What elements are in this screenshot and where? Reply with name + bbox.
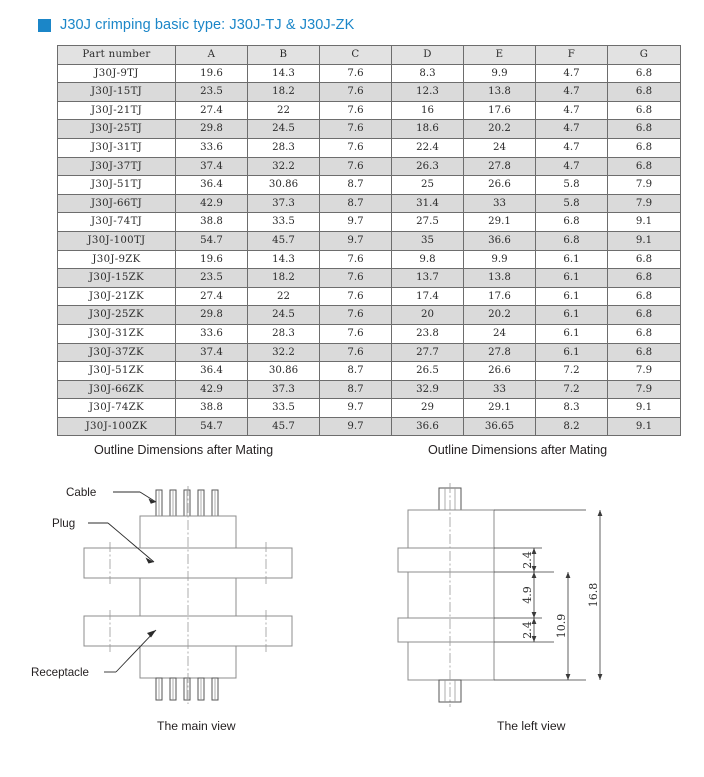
cell-b: 18.2 [248,269,320,288]
table-row [58,380,681,399]
cell-f: 8.2 [536,417,608,436]
cell-g: 6.8 [608,101,681,120]
cell-e: 29.1 [464,213,536,232]
table-row [58,399,681,418]
cell-c: 7.6 [320,324,392,343]
cable-leader [113,492,156,504]
cell-part-number: J30J-25TJ [58,120,176,139]
cell-d: 35 [392,231,464,250]
cell-f: 6.1 [536,250,608,269]
table-row [58,362,681,381]
cell-a: 27.4 [176,287,248,306]
cell-part-number: J30J-74TJ [58,213,176,232]
cell-g: 7.9 [608,380,681,399]
cell-f: 6.1 [536,287,608,306]
cell-b: 45.7 [248,417,320,436]
cell-a: 37.4 [176,343,248,362]
cell-a: 19.6 [176,250,248,269]
cell-a: 29.8 [176,306,248,325]
cell-part-number: J30J-31TJ [58,138,176,157]
table-row [58,417,681,436]
cell-g: 6.8 [608,250,681,269]
cell-d: 12.3 [392,83,464,102]
cell-c: 7.6 [320,287,392,306]
cell-part-number: J30J-37TJ [58,157,176,176]
cell-c: 9.7 [320,417,392,436]
cell-e: 20.2 [464,306,536,325]
cable-label: Cable [66,486,97,499]
cell-g: 6.8 [608,306,681,325]
table-header-cell-e: E [464,46,536,65]
cell-a: 33.6 [176,324,248,343]
cell-g: 7.9 [608,176,681,195]
table-row [58,213,681,232]
cell-part-number: J30J-15TJ [58,83,176,102]
cell-d: 18.6 [392,120,464,139]
cell-e: 24 [464,138,536,157]
table-row [58,138,681,157]
left-view-drawing [386,478,686,708]
table-row [58,343,681,362]
cell-g: 6.8 [608,120,681,139]
cell-e: 33 [464,380,536,399]
cell-g: 6.8 [608,83,681,102]
table-row [58,231,681,250]
cell-c: 7.6 [320,157,392,176]
cell-a: 36.4 [176,362,248,381]
cell-part-number: J30J-37ZK [58,343,176,362]
cell-c: 7.6 [320,138,392,157]
cell-e: 17.6 [464,287,536,306]
receptacle-label: Receptacle [31,666,90,679]
main-view-caption: The main view [157,719,236,733]
cell-d: 22.4 [392,138,464,157]
cell-e: 36.65 [464,417,536,436]
cell-g: 7.9 [608,362,681,381]
cell-f: 7.2 [536,362,608,381]
table-header-cell-part-number: Part number [58,46,176,65]
main-view-figure-title: Outline Dimensions after Mating [94,443,274,457]
cell-d: 13.7 [392,269,464,288]
cell-g: 6.8 [608,324,681,343]
table-row [58,101,681,120]
table-header-cell-c: C [320,46,392,65]
cell-a: 19.6 [176,64,248,83]
table-body [58,64,681,436]
table-row [58,83,681,102]
cell-a: 37.4 [176,157,248,176]
dim-overall-value: 16.8 [587,582,600,608]
main-view-drawing [30,478,330,708]
mating-body-side [408,572,494,618]
table-row [58,176,681,195]
cell-f: 4.7 [536,64,608,83]
cell-f: 4.7 [536,138,608,157]
cell-a: 27.4 [176,101,248,120]
table-row [58,157,681,176]
cell-part-number: J30J-9TJ [58,64,176,83]
cell-b: 30.86 [248,176,320,195]
cell-e: 9.9 [464,250,536,269]
cell-part-number: J30J-31ZK [58,324,176,343]
cell-d: 29 [392,399,464,418]
table-row [58,250,681,269]
cell-f: 4.7 [536,120,608,139]
dim-bottom-flange-value: 2.4 [521,621,534,639]
cell-f: 6.1 [536,306,608,325]
cell-a: 54.7 [176,231,248,250]
cell-f: 6.1 [536,343,608,362]
cell-c: 7.6 [320,343,392,362]
cell-e: 17.6 [464,101,536,120]
cell-e: 13.8 [464,269,536,288]
cell-b: 18.2 [248,83,320,102]
cell-e: 9.9 [464,64,536,83]
cell-e: 20.2 [464,120,536,139]
table-header-cell-a: A [176,46,248,65]
cell-d: 36.6 [392,417,464,436]
cell-c: 8.7 [320,380,392,399]
cell-part-number: J30J-15ZK [58,269,176,288]
cell-f: 6.8 [536,231,608,250]
cell-part-number: J30J-21TJ [58,101,176,120]
cell-c: 7.6 [320,64,392,83]
cell-c: 8.7 [320,362,392,381]
cell-g: 9.1 [608,231,681,250]
cell-f: 8.3 [536,399,608,418]
cell-part-number: J30J-25ZK [58,306,176,325]
cell-g: 9.1 [608,213,681,232]
cell-b: 28.3 [248,138,320,157]
plug-body-side [408,510,494,548]
cell-a: 23.5 [176,83,248,102]
cell-part-number: J30J-66TJ [58,194,176,213]
table-row [58,287,681,306]
cell-a: 36.4 [176,176,248,195]
table-row [58,120,681,139]
table-header-cell-b: B [248,46,320,65]
extension-lines [494,510,586,680]
cell-d: 23.8 [392,324,464,343]
cell-a: 29.8 [176,120,248,139]
cell-g: 9.1 [608,417,681,436]
plug-label: Plug [52,517,76,530]
cell-g: 9.1 [608,399,681,418]
plug-flange-side [398,548,494,572]
cell-f: 6.1 [536,269,608,288]
cell-f: 6.1 [536,324,608,343]
cell-b: 28.3 [248,324,320,343]
section-heading [38,17,354,33]
dim-inner-total-value: 10.9 [555,613,568,639]
table-row [58,306,681,325]
cell-g: 6.8 [608,138,681,157]
cell-b: 30.86 [248,362,320,381]
cell-a: 38.8 [176,399,248,418]
cell-g: 6.8 [608,343,681,362]
cell-b: 14.3 [248,64,320,83]
receptacle-body-side [408,642,494,680]
cell-b: 37.3 [248,194,320,213]
cell-g: 7.9 [608,194,681,213]
cell-d: 8.3 [392,64,464,83]
cell-b: 24.5 [248,306,320,325]
cell-b: 32.2 [248,157,320,176]
dim-middle-value: 4.9 [521,586,534,604]
cell-a: 23.5 [176,269,248,288]
cell-e: 26.6 [464,362,536,381]
cell-b: 24.5 [248,120,320,139]
cell-d: 25 [392,176,464,195]
cell-d: 16 [392,101,464,120]
cell-d: 26.5 [392,362,464,381]
cell-d: 9.8 [392,250,464,269]
cell-c: 9.7 [320,231,392,250]
heading-bullet-icon [38,19,51,32]
cell-part-number: J30J-74ZK [58,399,176,418]
cell-part-number: J30J-51TJ [58,176,176,195]
receptacle-flange-side [398,618,494,642]
dim-top-flange-value: 2.4 [521,551,534,569]
cell-a: 38.8 [176,213,248,232]
cell-part-number: J30J-21ZK [58,287,176,306]
cell-c: 7.6 [320,101,392,120]
cell-e: 13.8 [464,83,536,102]
cell-c: 7.6 [320,120,392,139]
cell-c: 8.7 [320,194,392,213]
cell-d: 32.9 [392,380,464,399]
cell-g: 6.8 [608,157,681,176]
cell-c: 7.6 [320,250,392,269]
cell-c: 7.6 [320,83,392,102]
cell-d: 27.7 [392,343,464,362]
cell-e: 29.1 [464,399,536,418]
cell-e: 36.6 [464,231,536,250]
table-row [58,194,681,213]
cell-part-number: J30J-100ZK [58,417,176,436]
cell-b: 22 [248,101,320,120]
table-row [58,324,681,343]
table-header-cell-d: D [392,46,464,65]
cell-f: 5.8 [536,194,608,213]
cell-c: 7.6 [320,306,392,325]
cell-e: 27.8 [464,343,536,362]
cell-c: 9.7 [320,213,392,232]
table-header-cell-g: G [608,46,681,65]
dimensions-table [57,45,681,436]
cell-a: 33.6 [176,138,248,157]
dimensions-table-container [57,45,680,436]
cell-b: 14.3 [248,250,320,269]
cell-d: 20 [392,306,464,325]
cell-d: 31.4 [392,194,464,213]
cell-e: 24 [464,324,536,343]
cell-e: 27.8 [464,157,536,176]
cell-d: 17.4 [392,287,464,306]
cell-b: 33.5 [248,213,320,232]
cell-b: 22 [248,287,320,306]
left-view-caption: The left view [497,719,566,733]
cell-e: 26.6 [464,176,536,195]
cell-a: 42.9 [176,194,248,213]
cell-d: 26.3 [392,157,464,176]
cell-c: 7.6 [320,269,392,288]
cell-a: 54.7 [176,417,248,436]
table-row [58,64,681,83]
cable-pins-top [156,490,218,516]
cell-f: 7.2 [536,380,608,399]
cell-c: 9.7 [320,399,392,418]
cell-f: 5.8 [536,176,608,195]
cell-a: 42.9 [176,380,248,399]
cell-part-number: J30J-51ZK [58,362,176,381]
cell-g: 6.8 [608,269,681,288]
heading-title: J30J crimping basic type: J30J-TJ & J30J-ZK [60,17,355,33]
cell-f: 4.7 [536,101,608,120]
cell-b: 45.7 [248,231,320,250]
cell-g: 6.8 [608,287,681,306]
table-header-row [58,46,681,65]
cell-part-number: J30J-9ZK [58,250,176,269]
cell-c: 8.7 [320,176,392,195]
cell-g: 6.8 [608,64,681,83]
cell-f: 6.8 [536,213,608,232]
table-header-cell-f: F [536,46,608,65]
contact-pins-bottom [156,678,218,700]
cell-f: 4.7 [536,83,608,102]
cell-d: 27.5 [392,213,464,232]
cell-part-number: J30J-100TJ [58,231,176,250]
cell-b: 33.5 [248,399,320,418]
table-row [58,269,681,288]
left-view-figure-title: Outline Dimensions after Mating [428,443,608,457]
cell-b: 32.2 [248,343,320,362]
cell-e: 33 [464,194,536,213]
cell-b: 37.3 [248,380,320,399]
cell-part-number: J30J-66ZK [58,380,176,399]
cell-f: 4.7 [536,157,608,176]
